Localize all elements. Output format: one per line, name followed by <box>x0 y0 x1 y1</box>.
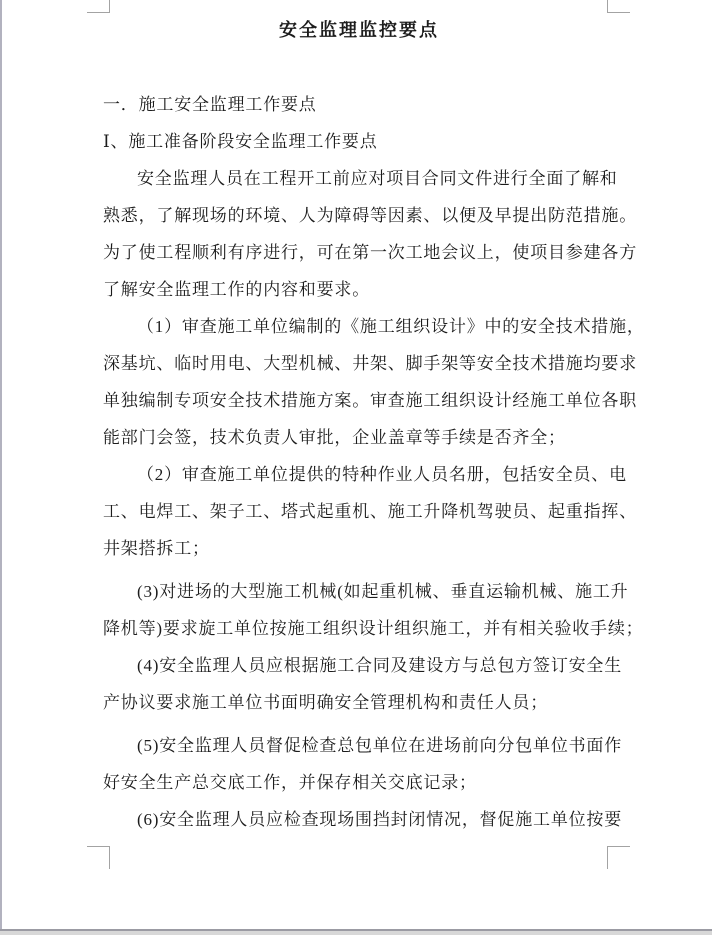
document-title: 安全监理监控要点 <box>279 20 439 40</box>
paragraph <box>103 801 623 838</box>
text-line: 井架搭拆工； <box>103 539 210 558</box>
margin-mark-bottom-left <box>87 846 110 869</box>
paragraph <box>103 727 623 801</box>
text-line: 深基坑、临时用电、大型机械、井架、脚手架等安全技术措施均要求 <box>103 354 637 373</box>
text-line: （2）审查施工单位提供的特种作业人员名册，包括安全员、电 <box>137 465 627 484</box>
text-line: 单独编制专项安全技术措施方案。审查施工组织设计经施工单位各职 <box>103 391 637 410</box>
text-line: 一．施工安全监理工作要点 <box>103 95 317 114</box>
margin-mark-bottom-right <box>607 846 630 869</box>
text-line: 为了使工程顺利有序进行，可在第一次工地会议上，使项目参建各方 <box>103 243 637 262</box>
section-heading <box>103 123 615 160</box>
text-line: 熟悉，了解现场的环境、人为障碍等因素、以便及早提出防范措施。 <box>103 206 637 225</box>
text-line: Ⅰ、施工准备阶段安全监理工作要点 <box>103 132 378 151</box>
text-line: (4)安全监理人员应根据施工合同及建设方与总包方签订安全生 <box>137 656 623 675</box>
text-line: 产协议要求施工单位书面明确安全管理机构和责任人员； <box>103 693 548 712</box>
text-line: (5)安全监理人员督促检查总包单位在进场前向分包单位书面作 <box>137 736 623 755</box>
text-line: 降机等)要求旋工单位按施工组织设计组织施工，并有相关验收手续； <box>103 619 644 638</box>
document-text-area[interactable] <box>103 0 645 838</box>
paragraph <box>103 647 623 721</box>
text-line: 工、电焊工、架子工、塔式起重机、施工升降机驾驶员、起重指挥、 <box>103 502 637 521</box>
page-left-edge <box>0 0 2 935</box>
text-line: (3)对进场的大型施工机械(如起重机械、垂直运输机械、施工升 <box>137 582 629 601</box>
page-bottom-band <box>0 931 712 935</box>
paragraph <box>103 456 637 567</box>
text-line: (6)安全监理人员应检查现场围挡封闭情况，督促施工单位按要 <box>137 810 623 829</box>
text-line: 好安全生产总交底工作，并保存相关交底记录； <box>103 773 477 792</box>
paragraph <box>103 573 644 647</box>
text-line: 了解安全监理工作的内容和要求。 <box>103 280 370 299</box>
text-line: 能部门会签，技术负责人审批，企业盖章等手续是否齐全； <box>103 428 566 447</box>
text-line: 安全监理人员在工程开工前应对项目合同文件进行全面了解和 <box>137 169 618 188</box>
paragraph <box>103 160 637 308</box>
section-heading <box>103 86 615 123</box>
document-body <box>103 86 645 838</box>
text-line: （1）审查施工单位编制的《施工组织设计》中的安全技术措施， <box>137 317 645 336</box>
paragraph <box>103 308 645 456</box>
